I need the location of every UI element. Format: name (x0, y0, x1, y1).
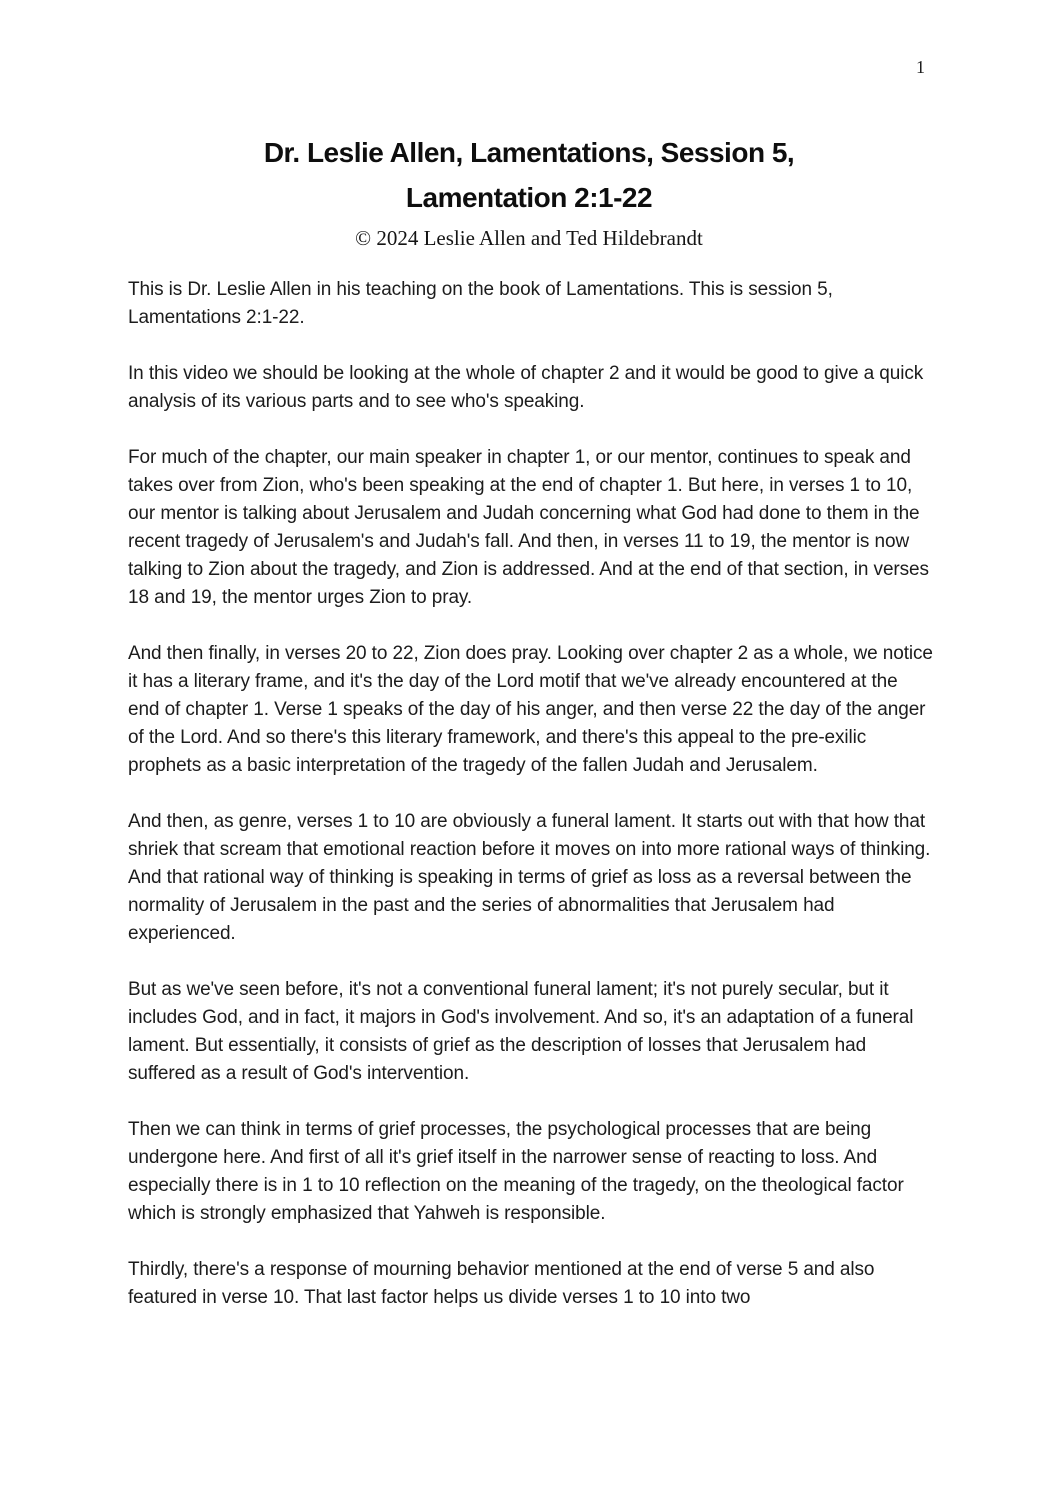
page-number: 1 (916, 57, 925, 77)
paragraph-3: For much of the chapter, our main speaker in chapter 1, or our mentor, continues to speak and takes over from Zion, who's been speaking at the end of chapter 1. But here, in verses 1 to 10, our mentor is talking about Jerusalem and Judah concerning what God had done to them in the recent tragedy of Jerusalem's and Judah's fall. And then, in verses 11 to 19, the mentor is now talking to Zion about the tragedy, and Zion is addressed. And at the end of that section, in verses 18 and 19, the mentor urges Zion to pray. (128, 447, 929, 608)
paragraph-6: But as we've seen before, it's not a conventional funeral lament; it's not purely secular, but it includes God, and in fact, it majors in God's involvement. And so, it's an adaptation of a funeral lament. But essentially, it consists of grief as the description of losses that Jerusalem had suffered as a result of God's intervention. (128, 979, 914, 1084)
page-title-line-1: Dr. Leslie Allen, Lamentations, Session 5, (263, 137, 795, 168)
paragraph-2: In this video we should be looking at the whole of chapter 2 and it would be good to give a quick analysis of its various parts and to see who's speaking. (128, 363, 924, 412)
paragraph-4: And then finally, in verses 20 to 22, Zion does pray. Looking over chapter 2 as a whole, we notice it has a literary frame, and it's the day of the Lord motif that we've already encountered at the end of chapter 1. Verse 1 speaks of the day of his anger, and then verse 22 the day of the anger of the Lord. And so there's this literary framework, and there's this appeal to the pre-exilic prophets as a basic interpretation of the tragedy of the fallen Judah and Jerusalem. (128, 643, 933, 776)
paragraph-5: And then, as genre, verses 1 to 10 are obviously a funeral lament. It starts out with that how that shriek that scream that emotional reaction before it moves on into more rational ways of thinking. And that rational way of thinking is speaking in terms of grief as loss as a reversal between the normality of Jerusalem in the past and the series of abnormalities that Jerusalem had experienced. (128, 811, 931, 944)
paragraph-8: Thirdly, there's a response of mourning behavior mentioned at the end of verse 5 and also featured in verse 10. That last factor helps us divide verses 1 to 10 into two (128, 1259, 875, 1308)
page-title (0, 130, 1058, 220)
document-body (128, 276, 934, 1312)
paragraph-7: Then we can think in terms of grief processes, the psychological processes that are being undergone here. And first of all it's grief itself in the narrower sense of reacting to loss. And especially there is in 1 to 10 reflection on the meaning of the tragedy, on the theological factor which is strongly emphasized that Yahweh is responsible. (128, 1119, 904, 1224)
page-title-line-2: Lamentation 2:1-22 (405, 182, 653, 213)
copyright-line: © 2024 Leslie Allen and Ted Hildebrandt (355, 226, 703, 250)
paragraph-1: This is Dr. Leslie Allen in his teaching on the book of Lamentations. This is session 5, Lamentations 2:1-22. (128, 279, 833, 328)
